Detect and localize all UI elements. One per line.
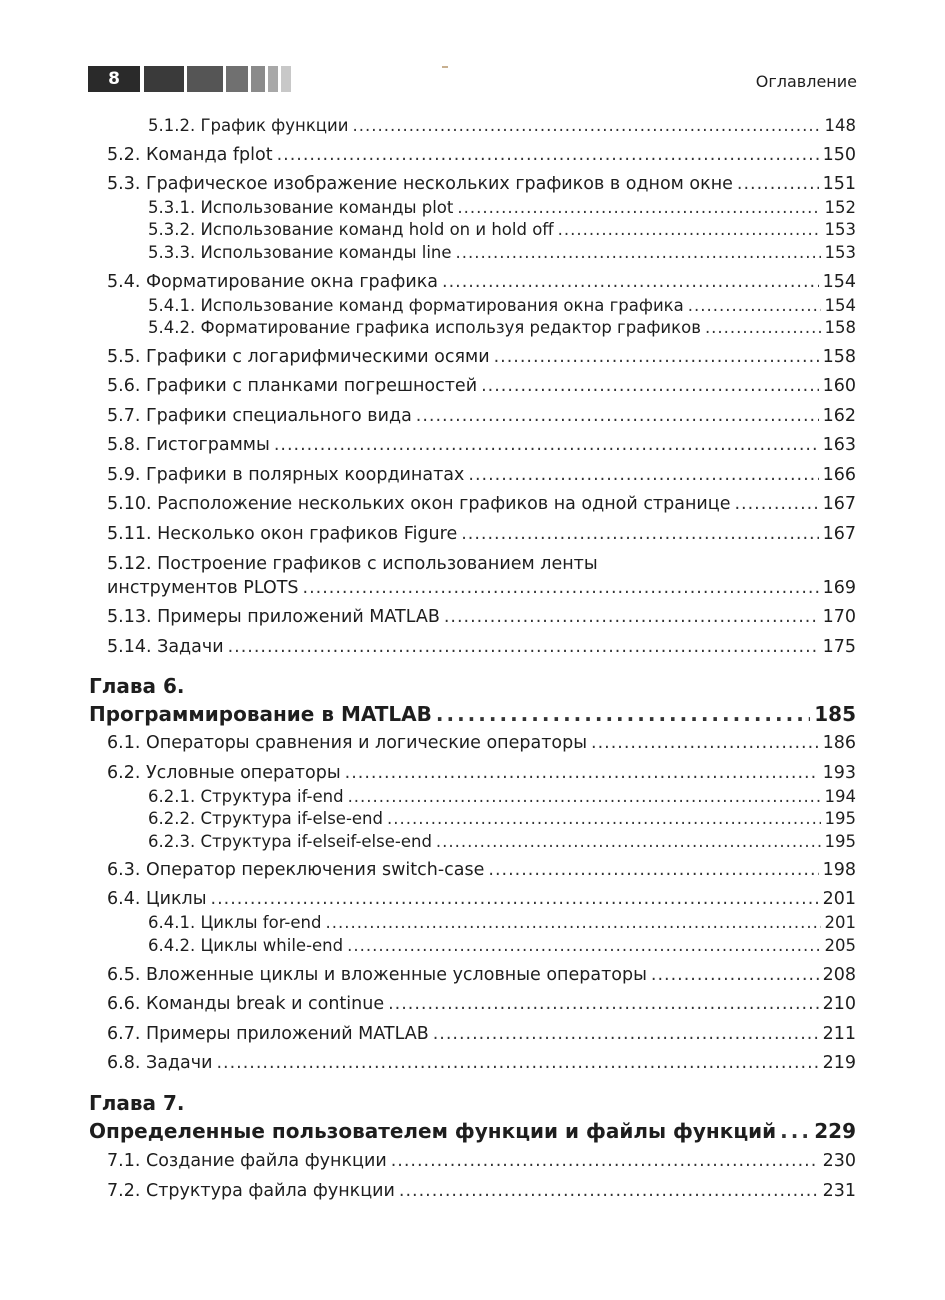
toc-entry-6-5[interactable]: 6.5. Вложенные циклы и вложенные условные операторы ..... 208: [107, 965, 856, 985]
chapter-7-label: Глава 7.: [89, 1091, 185, 1115]
page-header: [0, 0, 945, 110]
toc-entry-5-4[interactable]: 5.4. Форматирование окна графика ..... 154: [107, 272, 856, 292]
toc-entry-6-2-1[interactable]: 6.2.1. Структура if-end ..... 194: [148, 787, 856, 806]
toc-entry-6-8[interactable]: 6.8. Задачи ..... 219: [107, 1053, 856, 1073]
toc-entry-6-3[interactable]: 6.3. Оператор переключения switch-case ..... 198: [107, 860, 856, 880]
section-title: Оглавление: [755, 72, 857, 91]
toc-entry-5-12[interactable]: инструментов PLOTS ..... 169: [107, 578, 856, 598]
toc-entry-5-1-2[interactable]: 5.1.2. График функции ..... 148: [148, 116, 856, 135]
toc-entry-5-4-1[interactable]: 5.4.1. Использование команд форматирования окна графика ..... 154: [148, 296, 856, 315]
toc-entry-5-8[interactable]: 5.8. Гистограммы ..... 163: [107, 435, 856, 455]
toc-entry-5-4-2[interactable]: 5.4.2. Форматирование графика используя редактор графиков ..... 158: [148, 318, 856, 337]
toc-entry-5-3-2[interactable]: 5.3.2. Использование команд hold on и hold off ..... 153: [148, 220, 856, 239]
header-bar-3: [226, 66, 248, 92]
toc-entry-6-4-1[interactable]: 6.4.1. Циклы for-end ..... 201: [148, 913, 856, 932]
toc-entry-7-2[interactable]: 7.2. Структура файла функции ..... 231: [107, 1181, 856, 1201]
toc-entry-6-2-2[interactable]: 6.2.2. Структура if-else-end ..... 195: [148, 809, 856, 828]
header-bar-1: [144, 66, 184, 92]
toc-entry-5-5[interactable]: 5.5. Графики с логарифмическими осями ..... 158: [107, 347, 856, 367]
toc-entry-5-13[interactable]: 5.13. Примеры приложений MATLAB ..... 170: [107, 607, 856, 627]
toc-entry-6-2[interactable]: 6.2. Условные операторы ..... 193: [107, 763, 856, 783]
chapter-6-label: Глава 6.: [89, 674, 185, 698]
header-bar-2: [187, 66, 223, 92]
toc-entry-5-9[interactable]: 5.9. Графики в полярных координатах ..... 166: [107, 465, 856, 485]
toc-entry-5-3-3[interactable]: 5.3.3. Использование команды line ..... 153: [148, 243, 856, 262]
header-bar-5: [268, 66, 278, 92]
toc-entry-5-12-line1[interactable]: 5.12. Построение графиков с использованием ленты: [107, 554, 598, 574]
toc-entry-6-1[interactable]: 6.1. Операторы сравнения и логические операторы ..... 186: [107, 733, 856, 753]
toc-chapter-6[interactable]: Программирование в MATLAB ..... 185: [89, 702, 856, 726]
toc-entry-5-3[interactable]: 5.3. Графическое изображение нескольких графиков в одном окне ..... 151: [107, 174, 856, 194]
toc-entry-5-3-1[interactable]: 5.3.1. Использование команды plot ..... 152: [148, 198, 856, 217]
toc-entry-5-11[interactable]: 5.11. Несколько окон графиков Figure ..... 167: [107, 524, 856, 544]
toc-entry-5-2[interactable]: 5.2. Команда fplot ..... 150: [107, 145, 856, 165]
toc-entry-5-10[interactable]: 5.10. Расположение нескольких окон графиков на одной странице ..... 167: [107, 494, 856, 514]
print-mark: [442, 66, 448, 68]
toc-entry-7-1[interactable]: 7.1. Создание файла функции ..... 230: [107, 1151, 856, 1171]
toc-entry-6-2-3[interactable]: 6.2.3. Структура if-elseif-else-end ..... 195: [148, 832, 856, 851]
page-number: 8: [88, 66, 140, 92]
toc-entry-6-6[interactable]: 6.6. Команды break и continue ..... 210: [107, 994, 856, 1014]
toc-entry-5-14[interactable]: 5.14. Задачи ..... 175: [107, 637, 856, 657]
toc-entry-6-4-2[interactable]: 6.4.2. Циклы while-end ..... 205: [148, 936, 856, 955]
toc-entry-6-4[interactable]: 6.4. Циклы ..... 201: [107, 889, 856, 909]
header-bar-4: [251, 66, 265, 92]
header-bar-6: [281, 66, 291, 92]
toc-chapter-7[interactable]: Определенные пользователем функции и файлы функций ..... 229: [89, 1119, 856, 1143]
toc-entry-5-7[interactable]: 5.7. Графики специального вида ..... 162: [107, 406, 856, 426]
toc-entry-6-7[interactable]: 6.7. Примеры приложений MATLAB ..... 211: [107, 1024, 856, 1044]
toc-entry-5-6[interactable]: 5.6. Графики с планками погрешностей ..... 160: [107, 376, 856, 396]
